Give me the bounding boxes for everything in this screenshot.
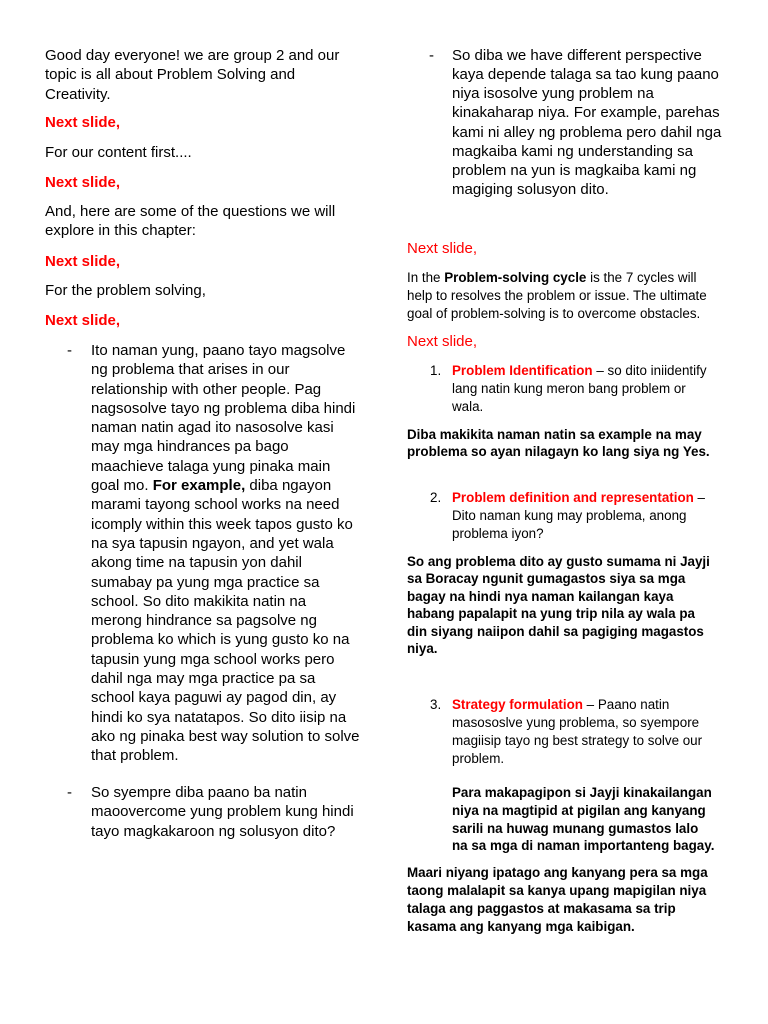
text-line: kaya depende talaga sa tao kung paano [452,66,719,84]
text-line: Good day everyone! we are group 2 and our [45,47,340,64]
text-line: wala. [452,399,484,414]
text-line: masososlve yung problema, so syempore [452,715,700,730]
text-line: tapusin yung mga school works pero [91,650,335,668]
text-line: school. So dito makikita natin na [91,592,307,610]
text-line: Creativity. [45,85,111,103]
text-line: talaga ang paggastos at makasama sa trip [407,901,676,916]
text-line: na sya tapusin ngayon, and yet wala [91,534,334,552]
text-line: habang papalapit na yung trip nila ay wala pa [407,606,695,622]
text-line: nagsosolve tayo ng problema diba hindi [91,399,356,417]
highlighted-term: Strategy formulation [452,697,583,712]
list-number: 1. [430,363,442,378]
text-line: And, here are some of the questions we will [45,203,336,220]
bold-note [407,553,710,657]
next-slide-label: Next slide, [407,240,478,257]
list-item-strategy-formulation [452,696,702,768]
text-line: bagay na hindi nya naman kailangan kaya [407,588,674,604]
text-line: ng problema that arises in our [91,361,290,379]
text-line: taong malalapit sa kanya upang mapigilan niya [407,883,707,898]
text-line: problema iyon? [452,526,544,541]
bullet-paragraph [91,341,360,766]
text-line [452,696,702,714]
text-line [452,489,705,507]
highlighted-term: Problem Identification [452,363,593,378]
text-line: goal of problem-solving is to overcome obstacles. [407,306,701,321]
text-line: Maari niyang ipatago ang kanyang pera sa mga [407,865,708,880]
text-line: niya. [407,641,438,657]
bold-note [452,784,714,855]
text-line: Ito naman yung, paano tayo magsolve [91,342,346,359]
text-line: explore in this chapter: [45,222,196,240]
bullet-dash: - [67,342,72,359]
text-line: topic is all about Problem Solving and [45,66,296,84]
intro-paragraph [45,46,339,104]
text-line: Dito naman kung may problema, anong [452,508,687,523]
text-line: icomply within this week tapos gusto ko [91,515,353,533]
text-line: maoovercome yung problem kung hindi [91,803,354,821]
text-line: sumabay pa yung mga practice sa [91,573,320,591]
text-segment: diba ngayon [245,477,332,495]
text-line: din siyang naiipon dahil sa pagiging magastos [407,623,704,639]
text-line: problem. [452,751,505,766]
list-item-problem-identification [452,362,707,416]
text-line: So syempre diba paano ba natin [91,784,307,801]
text-line: magiging solusyon dito. [452,181,609,199]
bullet-dash: - [429,47,434,64]
text-line: problem na yun is magkaiba kami ng [452,161,697,179]
text-line: ako ng pinaka best way solution to solve [91,727,360,745]
questions-paragraph [45,202,335,241]
text-line: akong time na tapusin yon dahil [91,554,302,572]
text-line: problema so ayan nilagayn ko lang siya ng Yes. [407,444,710,460]
text-segment: – [693,490,705,505]
text-line: lang natin kung meron bang problem or [452,381,686,396]
text-line: problema ko which is yung gusto ko na [91,631,350,649]
list-number: 3. [430,697,442,712]
text-line: Diba makikita naman natin sa example na may [407,427,702,442]
text-segment: goal mo. [91,477,153,495]
text-line [407,269,707,287]
content-first-line: For our content first.... [45,144,192,161]
text-segment: – Paano natin [582,697,670,712]
text-line: sa Boracay ngunit gumagastos siya sa mga [407,571,686,587]
text-line: merong hindrance sa pagsolve ng [91,612,317,630]
text-line [452,362,707,380]
text-line: naman natin agad ito nasosolve kasi [91,419,334,437]
text-line: tayo magkakaroon ng solusyon dito? [91,822,336,840]
bullet-dash: - [67,784,72,801]
next-slide-label: Next slide, [407,333,478,350]
next-slide-label: Next slide, [45,253,121,270]
text-line: hindi ko sya natatapos. So dito iisip na [91,708,347,726]
text-line: sarili na huwag munang gumastos lalo [452,820,699,836]
highlighted-term: Problem definition and representation [452,490,694,505]
text-line: na sa mga di naman importanteng bagay. [452,838,715,854]
text-line: niya isosolve yung problem na [452,85,654,103]
list-item-problem-definition [452,489,705,543]
text-line: magkaiba kami ng understanding sa [452,142,693,160]
text-line: kami ni alley ng problema pero dahil nga [452,123,722,141]
cycle-paragraph [407,269,707,323]
text-line: kasama ang kanyang mga kaibigan. [407,919,635,934]
text-segment: In the [407,270,445,285]
next-slide-label: Next slide, [45,174,121,191]
text-line: niya na magtipid at pigilan ang kanyang [452,802,706,818]
text-segment: – so dito iniidentify [592,363,707,378]
bold-term: For example, [152,477,246,495]
bold-term: Problem-solving cycle [444,270,587,285]
text-segment: is the 7 cycles will [586,270,697,285]
text-line: relationship with other people. Pag [91,380,322,398]
text-line: may mga hindrances pa bago [91,438,289,456]
text-line: school kaya paguwi ay pagod din, ay [91,689,337,707]
next-slide-label: Next slide, [45,312,121,329]
list-number: 2. [430,490,442,505]
text-line [91,476,360,495]
text-line: help to resolves the problem or issue. The ultimate [407,288,707,303]
text-line: maachieve talaga yung pinaka main [91,457,331,475]
text-line: marami tayong school works na need [91,496,340,514]
text-line: So ang problema dito ay gusto sumama ni Jayji [407,554,710,569]
text-line: So diba we have different perspective [452,47,702,64]
next-slide-label: Next slide, [45,114,121,131]
problem-solving-line: For the problem solving, [45,282,206,299]
text-line: Para makapagipon si Jayji kinakailangan [452,785,712,800]
bold-note [407,426,710,461]
text-line: kinakaharap niya. For example, parehas [452,104,720,122]
bold-note [407,864,708,936]
bullet-paragraph [452,46,721,199]
bullet-paragraph [91,783,354,841]
text-line: magiisip tayo ng best strategy to solve our [452,733,703,748]
text-line: dahil nga may mga practice pa sa [91,670,316,688]
text-line: that problem. [91,747,179,765]
